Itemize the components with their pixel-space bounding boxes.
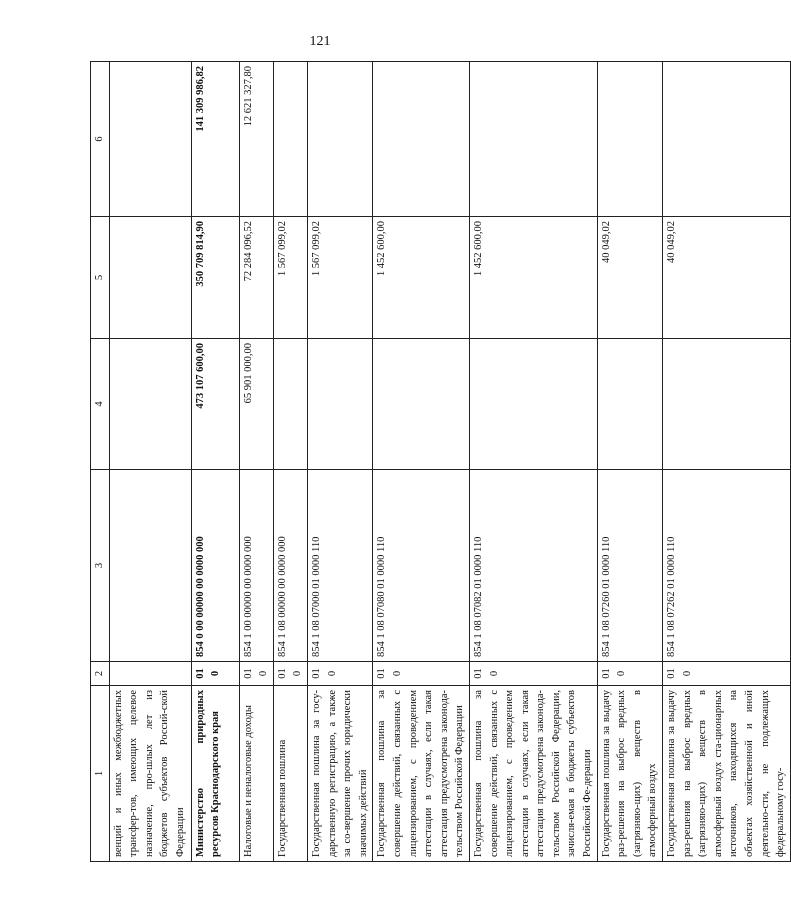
row-name-cell: Государственная пошлина за госу-дарственную регистрацию, а также за со-вершение прочих юридически значимых действий	[307, 686, 372, 862]
row-name-cell: Государственная пошлина	[273, 686, 307, 862]
header-cell: 3	[91, 470, 110, 662]
row-value-col6-cell	[307, 62, 372, 217]
row-kbk-cell: 854 1 08 07000 01 0000 110	[307, 470, 372, 662]
row-value-col5-cell: 1 452 600,00	[373, 217, 470, 339]
table-row	[273, 62, 307, 862]
row-value-col5-cell: 40 049,02	[663, 217, 791, 339]
row-kbk-cell: 854 1 08 07080 01 0000 110	[373, 470, 470, 662]
table-row	[469, 62, 597, 862]
row-code-cell: 010	[239, 662, 273, 686]
row-name-cell: Министерство природных ресурсов Краснодарского края	[191, 686, 239, 862]
row-value-col6-cell	[663, 62, 791, 217]
table-row	[597, 62, 662, 862]
table-body	[91, 62, 791, 862]
table-row	[373, 62, 470, 862]
row-name-cell: Налоговые и неналоговые доходы	[239, 686, 273, 862]
row-value-col4-cell	[307, 339, 372, 470]
row-code-cell: 010	[373, 662, 470, 686]
header-cell: 6	[91, 62, 110, 217]
row-value-col4-cell	[663, 339, 791, 470]
row-value-col5-cell: 1 567 099,02	[307, 217, 372, 339]
table-row	[307, 62, 372, 862]
row-code-cell: 010	[273, 662, 307, 686]
row-code-cell: 010	[307, 662, 372, 686]
rotated-table-container	[90, 62, 787, 862]
row-value-col4-cell	[597, 339, 662, 470]
row-value-col6-cell	[597, 62, 662, 217]
row-kbk-cell: 854 1 08 00000 00 0000 000	[273, 470, 307, 662]
row-code-cell: 010	[663, 662, 791, 686]
row-kbk-cell: 854 1 08 07262 01 0000 110	[663, 470, 791, 662]
row-value-col6-cell: 12 621 327,80	[239, 62, 273, 217]
row-value-col4-cell	[469, 339, 597, 470]
row-value-col6-cell	[373, 62, 470, 217]
row-value-col6-cell	[273, 62, 307, 217]
table-row	[109, 62, 191, 862]
table-row	[239, 62, 273, 862]
row-value-col5-cell	[109, 217, 191, 339]
row-value-col5-cell: 1 452 600,00	[469, 217, 597, 339]
row-name-cell: венций и иных межбюджетных трансфер-тов, имеющих целевое назначение, про-шлых лет из бюджетов субъектов Россий-ской Федерации	[109, 686, 191, 862]
header-row	[91, 62, 110, 862]
row-kbk-cell: 854 1 00 00000 00 0000 000	[239, 470, 273, 662]
row-kbk-cell	[109, 470, 191, 662]
row-value-col4-cell	[109, 339, 191, 470]
table-row	[191, 62, 239, 862]
row-code-cell: 010	[469, 662, 597, 686]
row-name-cell: Государственная пошлина за выдачу раз-решения на выброс вредных (загрязняю-щих) веществ в атмосферный воздух	[597, 686, 662, 862]
header-cell: 2	[91, 662, 110, 686]
row-value-col4-cell: 65 901 000,00	[239, 339, 273, 470]
row-code-cell: 010	[191, 662, 239, 686]
row-name-cell: Государственная пошлина за совершение действий, связанных с лицензированием, с проведением аттестации в случаях, если такая аттестация предусмотрена законода-тельством Российской Федерации	[373, 686, 470, 862]
row-code-cell: 010	[597, 662, 662, 686]
row-value-col5-cell: 1 567 099,02	[273, 217, 307, 339]
row-code-cell	[109, 662, 191, 686]
row-value-col5-cell: 40 049,02	[597, 217, 662, 339]
header-cell: 4	[91, 339, 110, 470]
row-value-col4-cell	[273, 339, 307, 470]
row-kbk-cell: 854 1 08 07082 01 0000 110	[469, 470, 597, 662]
row-kbk-cell: 854 1 08 07260 01 0000 110	[597, 470, 662, 662]
page-number: 121	[309, 34, 331, 49]
header-cell: 5	[91, 217, 110, 339]
row-kbk-cell: 854 0 00 00000 00 0000 000	[191, 470, 239, 662]
row-value-col4-cell: 473 107 600,00	[191, 339, 239, 470]
revenue-table	[90, 61, 791, 862]
row-value-col6-cell	[469, 62, 597, 217]
row-name-cell: Государственная пошлина за совершение действий, связанных с лицензированием, с проведением аттестации в случаях, если такая аттестация предусмотрена законода-тельством Российской Федерации, зачисля-емая в бюджеты субъектов Российской Фе-дерации	[469, 686, 597, 862]
row-value-col6-cell: 141 309 986,82	[191, 62, 239, 217]
row-value-col4-cell	[373, 339, 470, 470]
row-value-col5-cell: 350 709 814,90	[191, 217, 239, 339]
header-cell: 1	[91, 686, 110, 862]
table-row	[663, 62, 791, 862]
row-name-cell: Государственная пошлина за выдачу раз-решения на выброс вредных (загрязняю-щих) веществ в атмосферный воздух ста-ционарных источников, находящихся на объектах хозяйственной и иной деятельно-сти, не подлежащих федеральному госу-	[663, 686, 791, 862]
row-value-col5-cell: 72 284 096,52	[239, 217, 273, 339]
row-value-col6-cell	[109, 62, 191, 217]
